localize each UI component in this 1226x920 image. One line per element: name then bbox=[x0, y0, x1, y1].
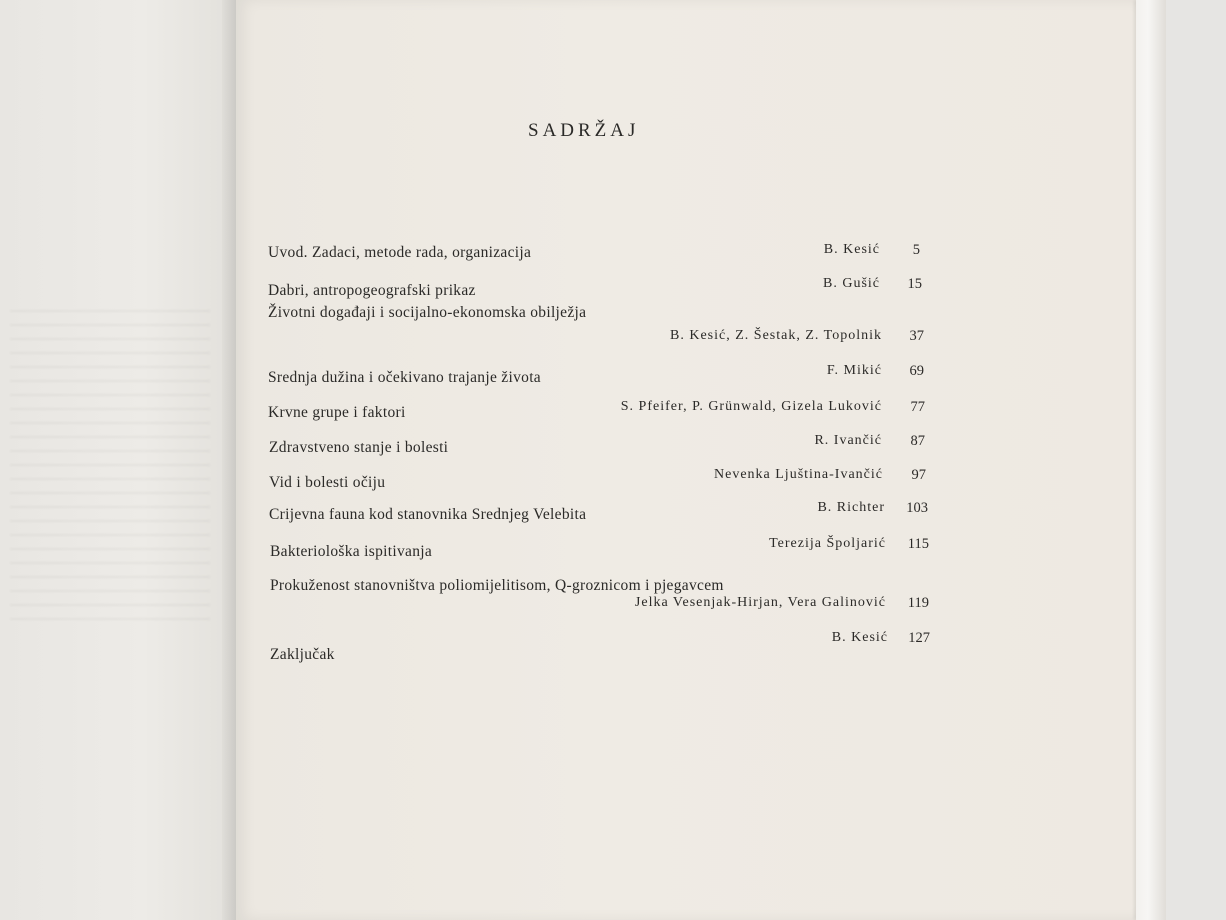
toc-entry-author: B. Gušić bbox=[823, 276, 880, 291]
toc-entry-title: Vid i bolesti očiju bbox=[269, 474, 386, 491]
page-edge bbox=[1136, 0, 1166, 920]
contents-page bbox=[236, 0, 1138, 920]
toc-entry-author: B. Richter bbox=[817, 500, 885, 515]
toc-entry-title: Uvod. Zadaci, metode rada, organizacija bbox=[268, 244, 532, 261]
toc-entry-page: 15 bbox=[907, 276, 922, 292]
toc-entry-page: 97 bbox=[911, 467, 926, 483]
toc-entry-title: Srednja dužina i očekivano trajanje života bbox=[268, 369, 541, 386]
toc-entry-title: Prokuženost stanovništva poliomijelitisom, Q-groznicom i pjegavcem bbox=[270, 577, 724, 594]
toc-entry-title: Zaključak bbox=[270, 646, 335, 663]
toc-entry-page: 115 bbox=[907, 536, 929, 552]
toc-entry-page: 103 bbox=[906, 500, 928, 516]
toc-entry-author: Nevenka Ljuština-Ivančić bbox=[714, 467, 883, 482]
toc-entry-title: Zdravstveno stanje i bolesti bbox=[269, 439, 449, 456]
toc-entry-title: Bakteriološka ispitivanja bbox=[270, 543, 433, 560]
toc-entry-author: Jelka Vesenjak-Hirjan, Vera Galinović bbox=[634, 595, 886, 610]
toc-entry-page: 37 bbox=[909, 328, 924, 344]
toc-entry-author: B. Kesić bbox=[823, 242, 880, 257]
toc-entry-page: 77 bbox=[910, 399, 925, 415]
toc-entry-page: 5 bbox=[912, 242, 920, 258]
toc-entry-page: 127 bbox=[908, 630, 930, 646]
left-page bbox=[0, 0, 240, 920]
toc-entry-title: Krvne grupe i faktori bbox=[268, 404, 406, 421]
show-through-text bbox=[10, 300, 210, 620]
toc-entry-title: Životni događaji i socijalno-ekonomska obilježja bbox=[268, 304, 587, 321]
toc-entry-author: S. Pfeifer, P. Grünwald, Gizela Luković bbox=[620, 399, 882, 414]
toc-entry-author: R. Ivančić bbox=[814, 433, 882, 448]
page-title: SADRŽAJ bbox=[528, 120, 640, 141]
toc-entry-page: 119 bbox=[907, 595, 929, 611]
toc-entry-page: 87 bbox=[910, 433, 925, 449]
toc-entry-title: Crijevna fauna kod stanovnika Srednjeg Velebita bbox=[269, 506, 587, 523]
toc-entry-author: B. Kesić, Z. Šestak, Z. Topolnik bbox=[670, 328, 882, 343]
table-surface bbox=[1166, 0, 1226, 920]
toc-entry-page: 69 bbox=[909, 363, 924, 379]
toc-entry-author: Terezija Špoljarić bbox=[769, 536, 886, 551]
toc-entry-author: B. Kesić bbox=[831, 630, 888, 645]
toc-entry-title: Dabri, antropogeografski prikaz bbox=[268, 282, 476, 299]
toc-entry-author: F. Mikić bbox=[826, 363, 882, 378]
